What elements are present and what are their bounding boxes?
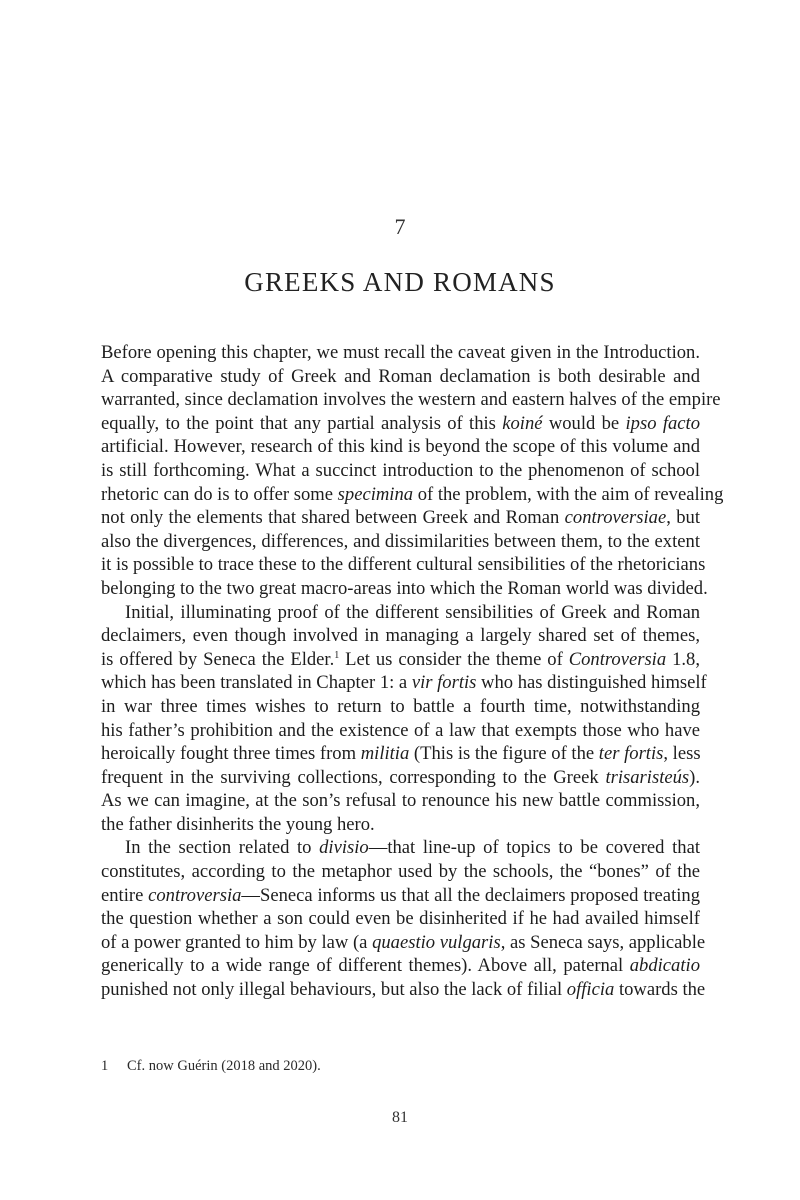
footnote-text: Cf. now Guérin (2018 and 2020).	[127, 1058, 321, 1074]
text-line: warranted, since declamation involves the western and eastern halves of the empire	[101, 389, 721, 411]
text-line: A comparative study of Greek and Roman declamation is both desirable and	[101, 365, 700, 387]
text-line: not only the elements that shared between Greek and Roman controversiae, but	[101, 507, 700, 529]
text-line: equally, to the point that any partial analysis of this koiné would be ipso facto	[101, 412, 701, 434]
text-line: heroically fought three times from militia (This is the figure of the ter fortis, less	[101, 743, 701, 765]
text-line: Before opening this chapter, we must recall the caveat given in the Introduction.	[101, 342, 700, 363]
text-line: it is possible to trace these to the different cultural sensibilities of the rhetoricians	[101, 554, 706, 576]
text-line: is still forthcoming. What a succinct introduction to the phenomenon of school	[101, 459, 700, 481]
text-line: Initial, illuminating proof of the different sensibilities of Greek and Roman	[125, 601, 700, 623]
text-line: in war three times wishes to return to battle a fourth time, notwithstanding	[101, 695, 700, 717]
text-line: In the section related to divisio—that line-up of topics to be covered that	[125, 837, 700, 859]
text-line: which has been translated in Chapter 1: a vir fortis who has distinguished himself	[101, 672, 707, 694]
footnote-number: 1	[101, 1058, 109, 1074]
text-line: his father’s prohibition and the existence of a law that exempts those who have	[101, 719, 700, 741]
text-line: artificial. However, research of this kind is beyond the scope of this volume and	[101, 436, 700, 458]
chapter-title: GREEKS AND ROMANS	[244, 267, 556, 297]
text-line: rhetoric can do is to offer some specimina of the problem, with the aim of revealing	[101, 483, 724, 505]
text-line: of a power granted to him by law (a quaestio vulgaris, as Seneca says, applicable	[101, 931, 706, 953]
text-line: the question whether a son could even be disinherited if he had availed himself	[101, 908, 700, 930]
page-number: 81	[392, 1109, 408, 1126]
text-line: declaimers, even though involved in managing a largely shared set of themes,	[101, 625, 700, 647]
body-text	[101, 341, 724, 1002]
text-line: entire controversia—Seneca informs us that all the declaimers proposed treating	[101, 884, 700, 906]
text-line: As we can imagine, at the son’s refusal to renounce his new battle commission,	[101, 790, 700, 812]
footnote	[101, 1057, 700, 1075]
text-line: punished not only illegal behaviours, but also the lack of filial officia towards the	[101, 979, 706, 1001]
text-line: the father disinherits the young hero.	[101, 813, 375, 835]
text-line: is offered by Seneca the Elder.$^1$ Let us consider the theme of Controversia 1.8,	[101, 648, 700, 670]
text-line: also the divergences, differences, and dissimilarities between them, to the extent	[101, 530, 700, 552]
text-line: frequent in the surviving collections, corresponding to the Greek trisaristeús).	[101, 766, 700, 788]
text-line: constitutes, according to the metaphor used by the schools, the “bones” of the	[101, 861, 700, 883]
footnote-reference[interactable]: 1	[334, 649, 340, 661]
text-line: generically to a wide range of different themes). Above all, paternal abdicatio	[101, 955, 700, 977]
chapter-number: 7	[394, 214, 406, 239]
text-line: belonging to the two great macro-areas into which the Roman world was divided.	[101, 577, 708, 599]
